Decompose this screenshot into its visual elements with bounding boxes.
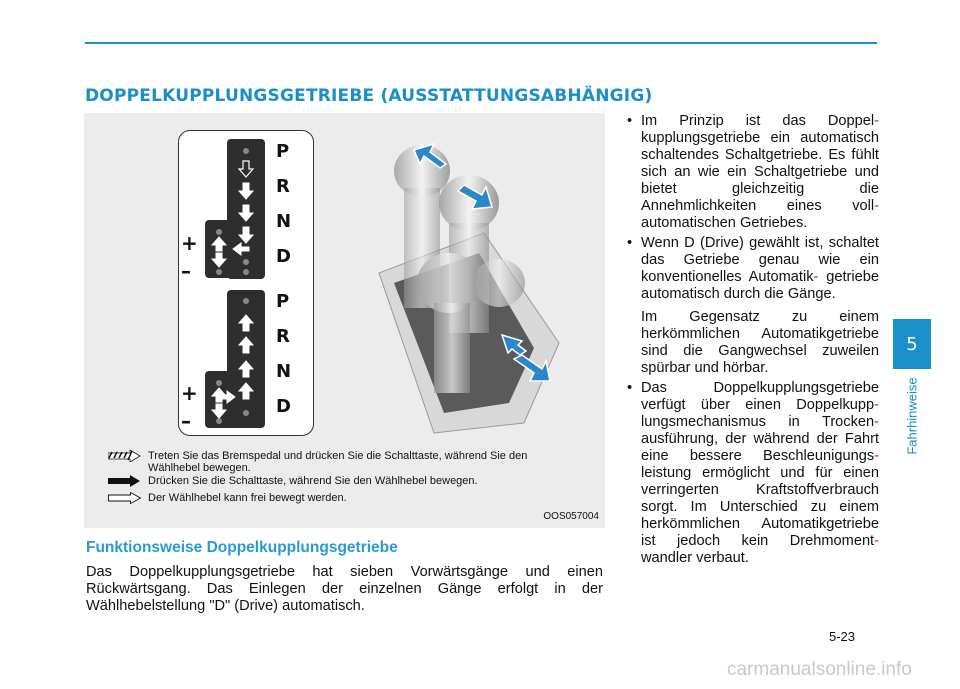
- legend-line: Treten Sie das Bremspedal und drücken Sie die Schalttaste, während Sie den: [148, 450, 528, 462]
- paragraph: Im Gegensatz zu einem herkömmlichen Automatikgetriebe sind die Gangwechsel zuweilen spürbar und hörbar.: [641, 309, 879, 376]
- arrow-down-icon: [212, 404, 226, 418]
- gate-letter-r: R: [276, 326, 290, 347]
- arrow-down-icon: [239, 183, 253, 199]
- plus-sign: +: [181, 231, 198, 255]
- bullet-item: [627, 235, 879, 303]
- arrow-down-icon: [239, 161, 253, 177]
- page-number: 5-23: [829, 629, 856, 644]
- text: Das Doppelkupplungsgetriebe verfügt über einen Doppelkupp: [641, 380, 879, 413]
- legend-text: [148, 450, 527, 474]
- section-heading: DOPPELKUPPLUNGSGETRIEBE (AUSSTATTUNGSABHÄNGIG): [85, 86, 653, 106]
- minus-sign: –: [181, 259, 191, 283]
- figure-code: OOS057004: [543, 511, 599, 522]
- gear-shift-figure: [84, 113, 605, 528]
- hyphen: -: [874, 448, 879, 464]
- chapter-label: [892, 376, 932, 456]
- outline-arrow-icon: [108, 492, 142, 504]
- hatched-arrow-icon: [108, 450, 142, 462]
- gate-dot: [243, 259, 249, 265]
- hyphen: -: [874, 198, 879, 214]
- legend-text: Drücken Sie die Schalttaste, während Sie den Wählhebel bewegen.: [148, 475, 478, 487]
- text: automatischen Getriebes.: [641, 215, 808, 231]
- gate-letter-d: D: [276, 396, 291, 417]
- gate-letter-p: P: [276, 291, 290, 312]
- text: Im Prinzip ist das Doppel: [641, 113, 875, 129]
- gate-dot: [243, 269, 249, 275]
- body-paragraph: Das Doppelkupplungsgetriebe hat sieben Vorwärtsgänge und einen Rückwärtsgang. Das Einlegen der einzelnen Gänge erfolgt in der Wählhebelstellung "D" (Drive) automatisch.: [86, 564, 603, 614]
- text: leistung ermöglicht und für einen verringerten Kraftstoffverbrauch sorgt. Im Unterschied zu einem herkömmlichen Automatikgetriebe ist jedoch kein Drehmoment: [641, 465, 879, 549]
- hyphen: -: [874, 397, 879, 413]
- gate-dot: [243, 410, 249, 416]
- arrow-down-icon: [212, 253, 226, 267]
- gate-letter-d: D: [276, 246, 291, 267]
- chapter-tab: 5: [893, 319, 931, 369]
- gate-letter-r: R: [276, 176, 290, 197]
- gate-arrows: [179, 131, 313, 435]
- gate-dot: [216, 418, 222, 424]
- gate-letter-p: P: [276, 141, 290, 162]
- hyphen: -: [874, 533, 879, 549]
- text: wandler verbaut.: [641, 550, 749, 566]
- hyphen: -: [813, 269, 819, 285]
- subsection-heading: Funktionsweise Doppelkupplungsgetriebe: [86, 539, 398, 556]
- bullet-item: [627, 380, 879, 567]
- gear-lever-illustration: [374, 133, 599, 438]
- watermark: carmanualsonline.info: [727, 659, 912, 680]
- gate-letter-n: N: [276, 361, 292, 382]
- arrow-up-icon: [212, 237, 226, 251]
- solid-arrow-icon: [108, 475, 142, 487]
- text: getriebe automatisch durch die Gänge.: [641, 269, 879, 302]
- gate-dot: [216, 269, 222, 275]
- text: Wenn D (Drive) gewählt ist, schaltet das Getriebe genau wie ein konventionelles Automatik: [641, 235, 879, 285]
- gate-dot: [243, 298, 249, 304]
- lever: [434, 303, 470, 393]
- arrow-up-icon: [239, 315, 253, 331]
- chapter-label-text: Fahrhinweise: [904, 377, 920, 455]
- arrow-up-icon: [239, 337, 253, 353]
- header-rule: [85, 42, 877, 44]
- gate-letter-n: N: [276, 211, 292, 232]
- arrow-up-icon: [239, 383, 253, 399]
- arrow-down-icon: [239, 205, 253, 221]
- arrow-up-icon: [239, 361, 253, 377]
- shift-gate-diagram: [178, 130, 314, 436]
- text: kupplungsgetriebe ein automatisch schaltendes Schaltgetriebe. Es fühlt sich an wie ein Schaltgetriebe und bietet gleichzeitig die Annehmlichkeiten eines voll: [641, 130, 879, 214]
- bullet-item: [627, 113, 879, 232]
- knob-ghost: [473, 259, 525, 307]
- legend-line: Wählhebel bewegen.: [148, 462, 251, 474]
- right-column: [627, 113, 879, 570]
- arrow-left-icon: [233, 243, 249, 255]
- hyphen: -: [874, 414, 879, 430]
- hyphen: -: [874, 113, 879, 129]
- gate-dot: [216, 229, 222, 235]
- arrow-down-icon: [239, 227, 253, 243]
- minus-sign: –: [181, 409, 191, 433]
- legend-text: Der Wählhebel kann frei bewegt werden.: [148, 492, 347, 504]
- plus-sign: +: [181, 381, 198, 405]
- gate-dot: [243, 148, 249, 154]
- gate-dot: [216, 380, 222, 386]
- text: lungsmechanismus in Trocken: [641, 414, 875, 430]
- text: ausführung, der während der Fahrt eine bessere Beschleunigungs: [641, 431, 879, 464]
